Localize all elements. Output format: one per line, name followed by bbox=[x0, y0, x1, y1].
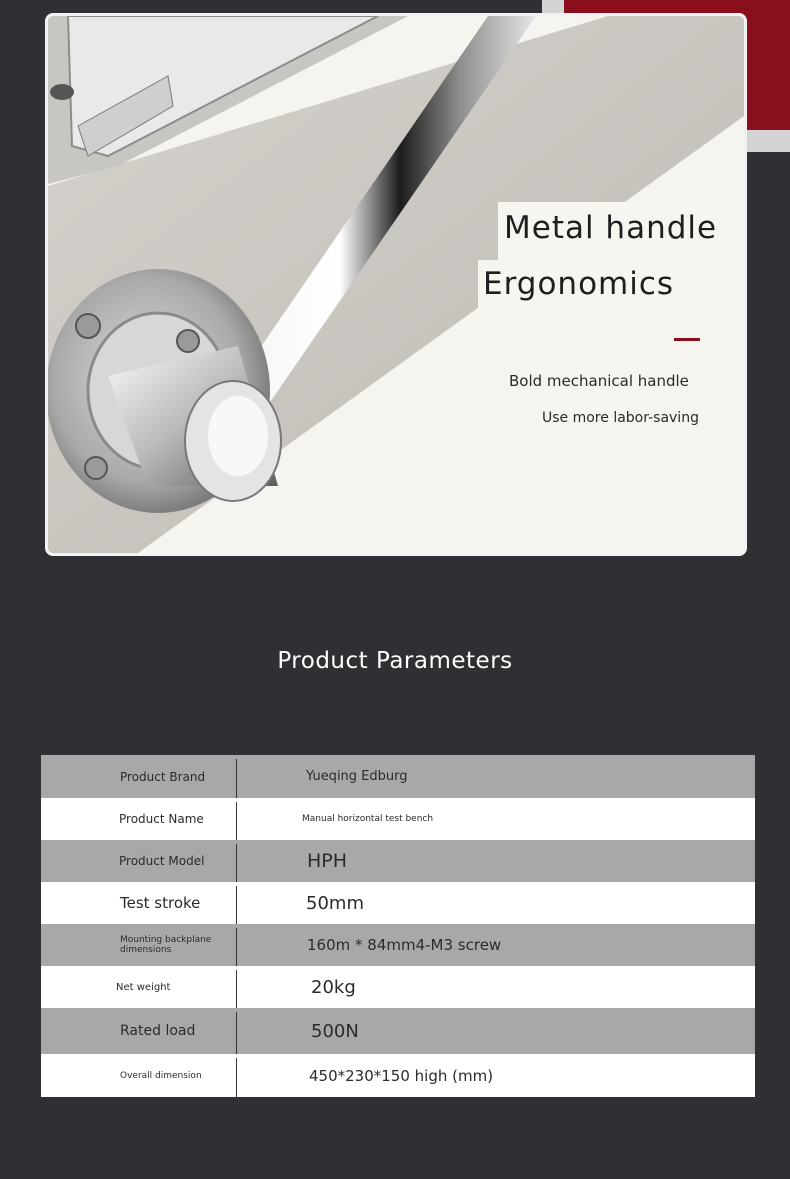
param-value-stroke: 50mm bbox=[306, 892, 364, 914]
param-label-brand: Product Brand bbox=[120, 769, 206, 784]
param-label-overall: Overall dimension bbox=[120, 1070, 202, 1081]
subtitle-bold-handle: Bold mechanical handle bbox=[509, 372, 689, 390]
param-label-load: Rated load bbox=[120, 1023, 196, 1039]
param-label-mounting: Mounting backplane dimensions bbox=[120, 935, 212, 955]
column-divider bbox=[236, 886, 237, 924]
table-row bbox=[41, 840, 755, 882]
param-value-mounting: 160m * 84mm4-M3 screw bbox=[307, 936, 502, 954]
column-divider bbox=[236, 759, 237, 798]
table-row bbox=[41, 966, 755, 1008]
table-row bbox=[41, 1008, 755, 1054]
param-value-model: HPH bbox=[307, 850, 348, 872]
accent-line bbox=[674, 338, 700, 341]
column-divider bbox=[236, 1012, 237, 1054]
param-value-weight: 20kg bbox=[311, 976, 356, 998]
table-row bbox=[41, 882, 755, 924]
hero-image-panel bbox=[45, 13, 747, 556]
param-label-weight: Net weight bbox=[116, 981, 171, 993]
param-value-name: Manual horizontal test bench bbox=[302, 814, 434, 824]
param-label-model: Product Model bbox=[119, 854, 205, 868]
column-divider bbox=[236, 1058, 237, 1097]
section-title: Product Parameters bbox=[277, 648, 513, 674]
param-label-name: Product Name bbox=[119, 812, 204, 826]
table-row bbox=[41, 924, 755, 966]
param-label-stroke: Test stroke bbox=[120, 894, 201, 912]
column-divider bbox=[236, 970, 237, 1008]
headline-metal-handle: Metal handle bbox=[504, 210, 718, 246]
product-parameters-table bbox=[41, 755, 755, 1097]
subtitle-labor-saving: Use more labor-saving bbox=[542, 410, 699, 426]
column-divider bbox=[236, 928, 237, 966]
table-row bbox=[41, 798, 755, 840]
param-value-overall: 450*230*150 high (mm) bbox=[309, 1066, 494, 1085]
headline-ergonomics: Ergonomics bbox=[483, 266, 675, 302]
table-row bbox=[41, 755, 755, 798]
table-row bbox=[41, 1054, 755, 1097]
column-divider bbox=[236, 802, 237, 840]
param-value-brand: Yueqing Edburg bbox=[306, 769, 408, 784]
param-value-load: 500N bbox=[311, 1020, 359, 1042]
column-divider bbox=[236, 844, 237, 882]
